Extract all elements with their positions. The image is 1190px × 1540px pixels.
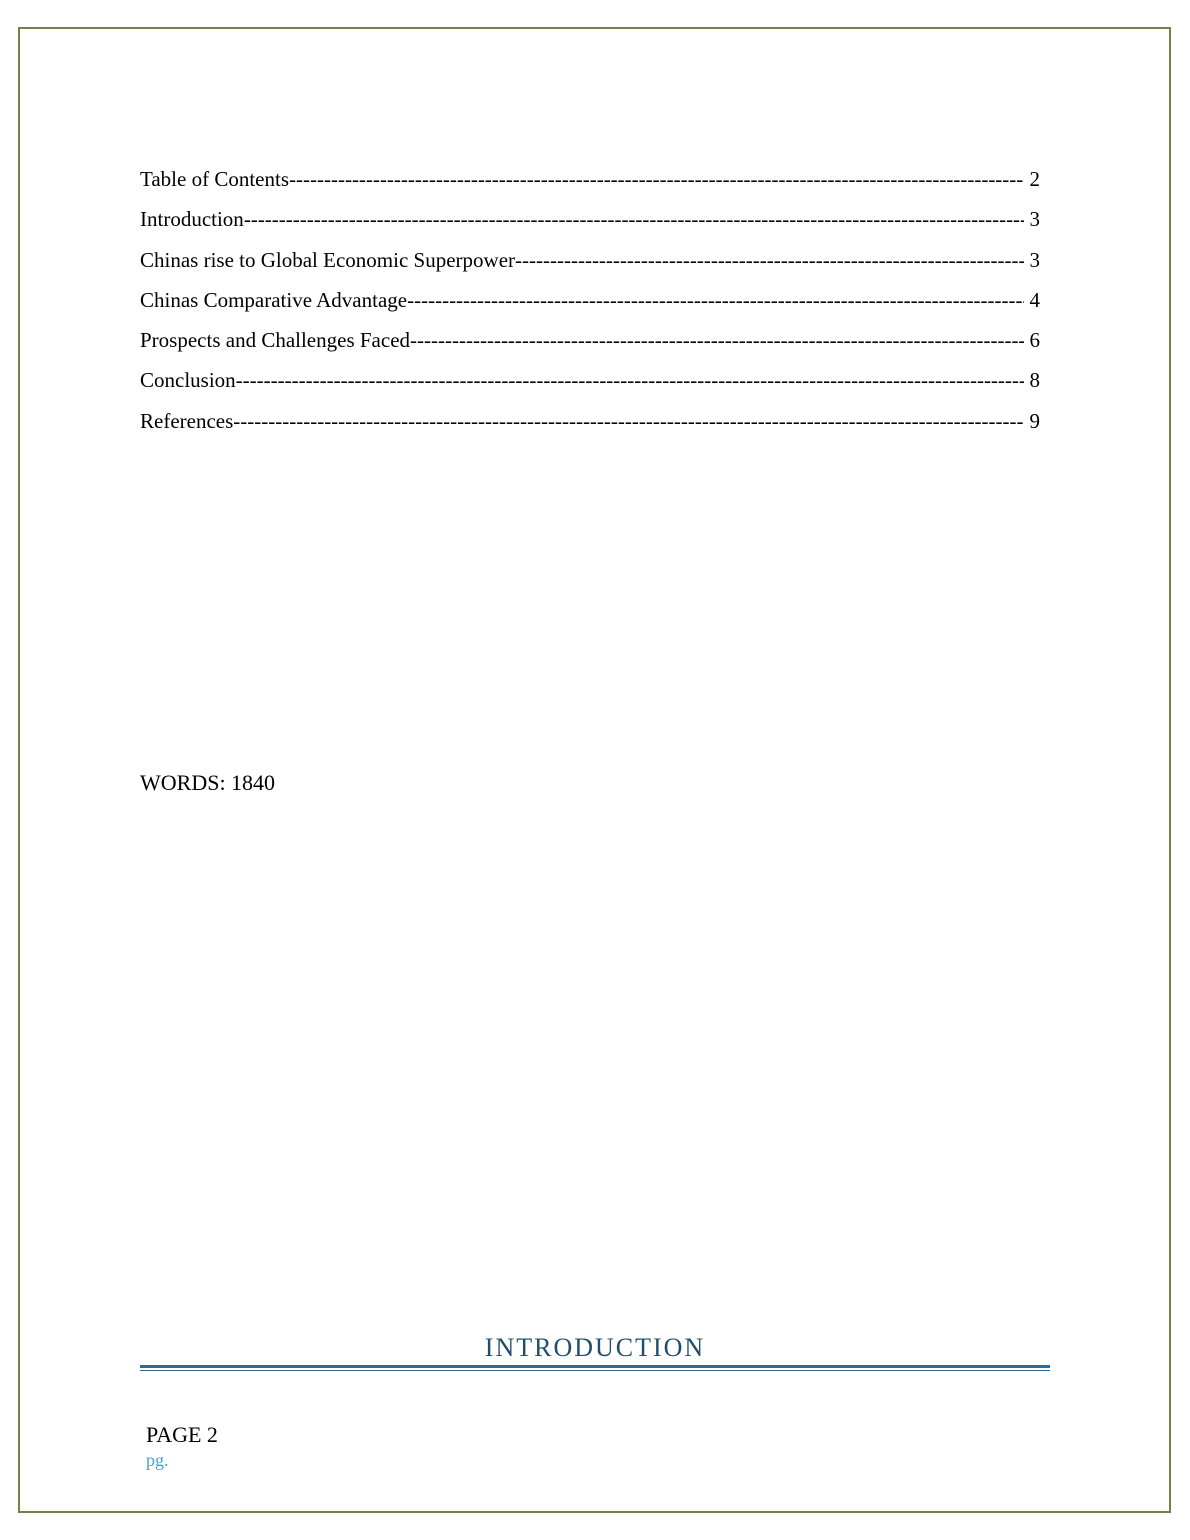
footer-pg-label: pg.	[146, 1450, 169, 1470]
toc-entry[interactable]	[140, 163, 1050, 203]
toc-entry-page: 3	[1029, 207, 1040, 232]
toc-entry-title: Conclusion	[140, 368, 236, 393]
toc-entry[interactable]	[140, 324, 1050, 364]
toc-entry[interactable]	[140, 203, 1050, 243]
toc-entry-page: 4	[1029, 287, 1040, 312]
toc-entry[interactable]	[140, 364, 1050, 404]
footer-page-number: PAGE 2	[146, 1422, 218, 1447]
toc-leader	[515, 244, 1023, 277]
toc-entry-page: 2	[1029, 167, 1040, 191]
toc-entry[interactable]	[140, 244, 1050, 284]
toc-leader	[233, 405, 1023, 438]
table-of-contents	[140, 163, 1050, 445]
heading-rule	[140, 1365, 1050, 1368]
toc-entry-title: Chinas Comparative Advantage	[140, 287, 408, 312]
toc-leader	[410, 324, 1023, 357]
section-heading: INTRODUCTION	[484, 1333, 706, 1362]
toc-entry-page: 6	[1029, 328, 1040, 353]
toc-entry-page: 3	[1029, 247, 1040, 272]
toc-entry-title: Table of Contents	[140, 167, 289, 191]
toc-leader	[407, 284, 1023, 317]
toc-leader	[244, 203, 1024, 236]
toc-entry[interactable]	[140, 284, 1050, 324]
toc-leader	[289, 163, 1024, 196]
toc-entry[interactable]	[140, 405, 1050, 445]
toc-entry-page: 8	[1029, 368, 1040, 393]
toc-leader	[236, 364, 1024, 397]
word-count: WORDS: 1840	[140, 770, 276, 795]
toc-entry-title: References	[140, 408, 234, 433]
toc-entry-title: Prospects and Challenges Faced	[140, 328, 411, 353]
toc-entry-title: Chinas rise to Global Economic Superpower	[140, 247, 516, 272]
toc-entry-page: 9	[1029, 408, 1040, 433]
heading-rule-thin	[140, 1370, 1050, 1371]
toc-entry-title: Introduction	[140, 207, 244, 232]
